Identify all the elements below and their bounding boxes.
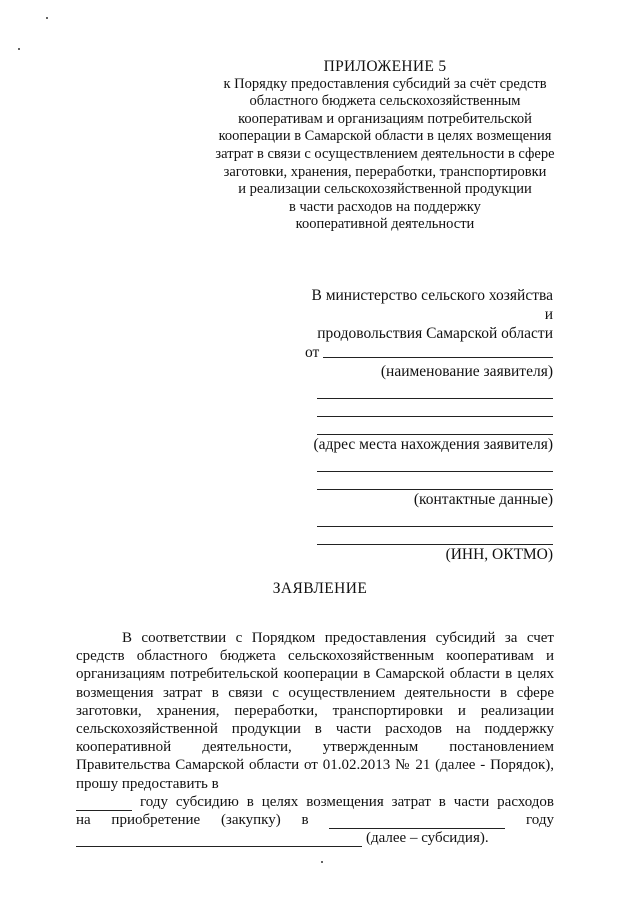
scan-speck	[18, 48, 20, 50]
scan-speck	[46, 17, 48, 19]
year-row	[76, 793, 554, 811]
purchase-row	[76, 811, 554, 829]
addressee-ministry: В министерство сельского хозяйства и	[311, 287, 553, 323]
annex-line: затрат в связи с осуществлением деятельности в сфере	[215, 145, 555, 162]
contacts-field-line-1[interactable]	[317, 454, 553, 472]
addressee-block	[305, 286, 553, 564]
address-field-line-2[interactable]	[317, 399, 553, 417]
inn-field-line-1[interactable]	[317, 509, 553, 527]
document-title: ЗАЯВЛЕНИЕ	[272, 580, 368, 597]
caption-applicant-name: (наименование заявителя)	[380, 363, 553, 380]
applicant-name-field[interactable]	[323, 357, 553, 358]
applicant-from-row	[305, 343, 553, 362]
year-field[interactable]	[76, 798, 132, 811]
address-field-line-1[interactable]	[317, 381, 553, 399]
subsidy-row-text: (далее – субсидия).	[366, 830, 489, 847]
annex-line: кооперативам и организациям потребительской	[238, 110, 532, 127]
purchase-word-acquisition: приобретение	[111, 812, 201, 829]
annex-line: и реализации сельскохозяйственной продукции	[238, 181, 532, 198]
subsidy-description-field[interactable]	[76, 834, 362, 847]
caption-inn-oktmo: (ИНН, ОКТМО)	[445, 546, 553, 563]
annex-line: областного бюджета сельскохозяйственным	[249, 93, 521, 110]
addressee-ministry-cont: продовольствия Самарской области	[317, 325, 553, 342]
body-paragraph: В соответствии с Порядком предоставления субсидий за счет средств областного бюджета сельскохозяйственным кооперативам и организациям потребительской кооперации в Самарской области в целях возмещения затрат в связи с осуществлением деятельности в сфере заготовки, хранения, переработки, транспортировки и реализации сельскохозяйственной продукции в части расходов на поддержку кооперативной деятельности, утвержденным постановлением Правительства Самарской области от 01.02.2013 № 21 (далее - Порядок), прошу предоставить в	[76, 630, 554, 792]
subsidy-row	[76, 829, 554, 847]
address-field-line-3[interactable]	[317, 417, 553, 435]
purchase-word-v: в	[301, 812, 309, 829]
purchase-word-year: году	[526, 812, 554, 829]
contacts-field-line-2[interactable]	[317, 472, 553, 490]
application-body	[76, 629, 554, 847]
caption-address: (адрес места нахождения заявителя)	[313, 436, 553, 453]
from-label: от	[305, 344, 320, 361]
annex-line: к Порядку предоставления субсидий за счёт средств	[223, 75, 547, 92]
scan-speck	[321, 861, 323, 863]
purchase-word-na: на	[76, 812, 91, 829]
annex-line: заготовки, хранения, переработки, транспортировки	[223, 163, 547, 180]
annex-line: кооперативной деятельности	[295, 216, 475, 233]
inn-field-line-2[interactable]	[317, 527, 553, 545]
annex-line: кооперации в Самарской области в целях возмещения	[218, 128, 552, 145]
year-row-text: году субсидию в целях возмещения затрат в части расходов	[140, 793, 554, 810]
annex-title: ПРИЛОЖЕНИЕ 5	[323, 58, 447, 75]
annex-header	[200, 58, 570, 234]
purchase-word-procurement: (закупку)	[220, 812, 281, 829]
purchase-year-field[interactable]	[329, 816, 505, 829]
caption-contacts: (контактные данные)	[413, 491, 553, 508]
annex-line: в части расходов на поддержку	[289, 198, 481, 215]
